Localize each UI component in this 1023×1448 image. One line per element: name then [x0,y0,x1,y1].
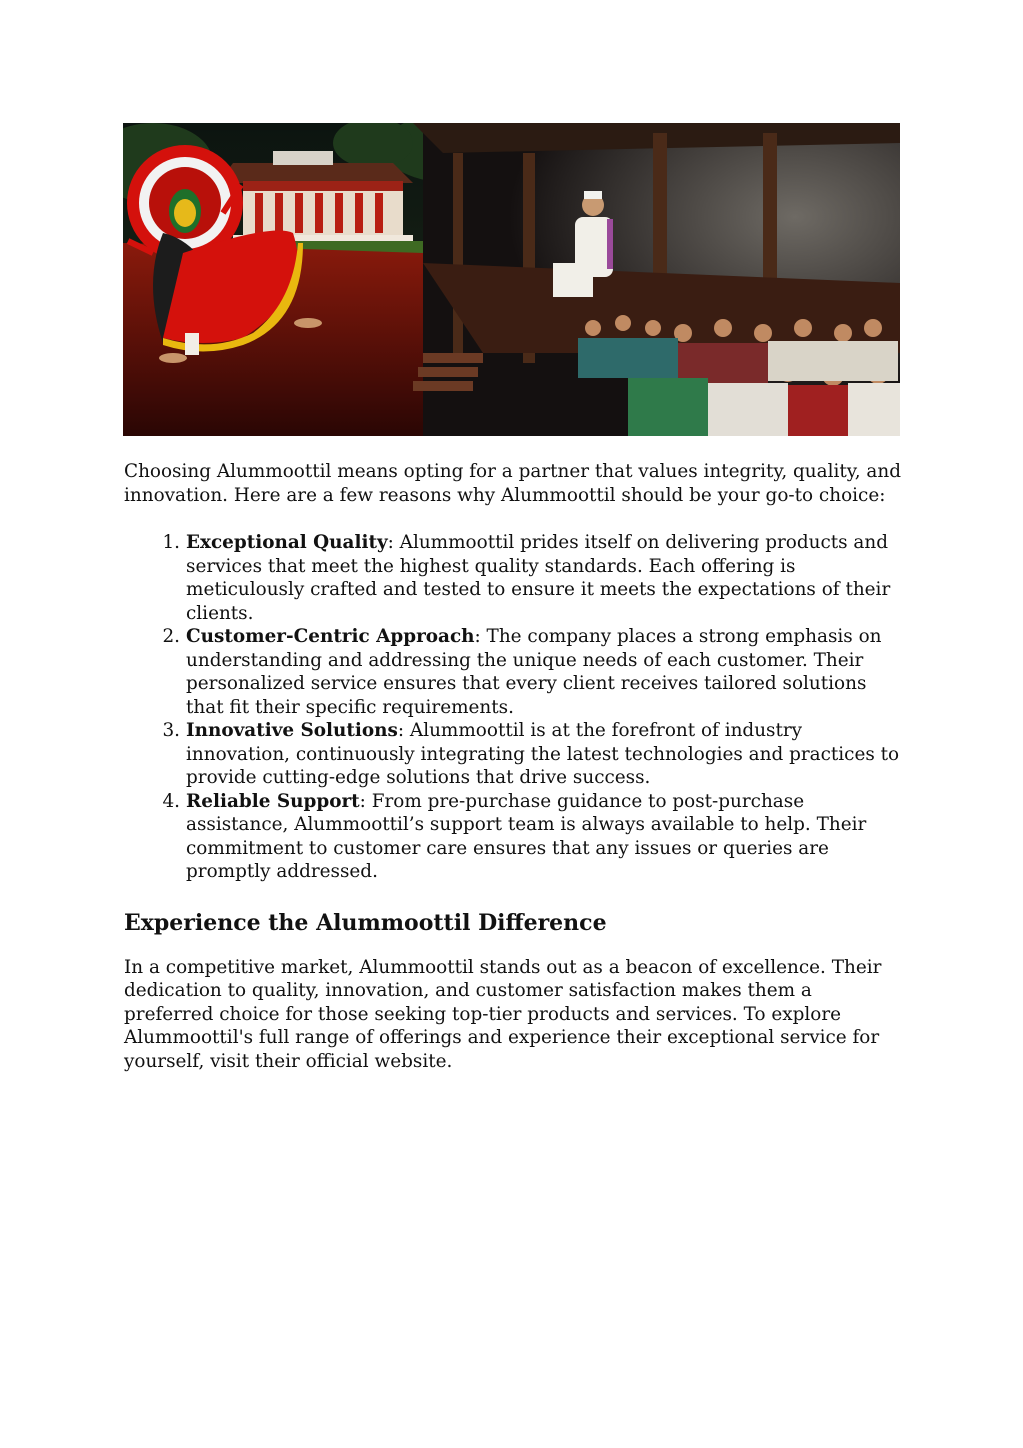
list-number: 3. [162,720,180,741]
reason-text: : Alummoottil is at the forefront of industry innovation, continuously integrating the latest technologies and practices to provide cutting-edge solutions that drive success. [186,720,900,788]
article-body [124,460,904,1073]
reason-text: : Alummoottil prides itself on delivering products and services that meet the highest quality standards. Each offering is meticulously crafted and tested to ensure it meets the expectations of their clients. [186,532,891,624]
reason-title: Customer-Centric Approach [186,626,475,647]
reason-title: Innovative Solutions [186,720,398,741]
list-number: 1. [162,532,180,553]
intro-paragraph: Choosing Alummoottil means opting for a partner that values integrity, quality, and innovation. Here are a few reasons why Alummoottil should be your go-to choice: [124,461,901,506]
list-item [162,719,904,790]
section-heading: Experience the Alummoottil Difference [124,909,607,936]
list-item [162,531,904,625]
reasons-list [124,531,904,884]
list-number: 2. [162,626,180,647]
reason-title: Exceptional Quality [186,532,388,553]
list-number: 4. [162,790,180,812]
temple-building [218,151,413,243]
closing-paragraph: In a competitive market, Alummoottil stands out as a beacon of excellence. Their dedication to quality, innovation, and customer satisfaction makes them a preferred choice for those seeking top-tier products and services. To explore Alummoottil's full range of offerings and experience their exceptional service for yourself, visit their official website. [124,956,882,1072]
list-item [162,625,904,719]
reason-text: : The company places a strong emphasis on understanding and addressing the unique needs of each customer. Their personalized service ensures that every client receives tailored solutions that fit their specific requirements. [186,626,882,718]
hero-image [123,123,900,436]
reason-text: : From pre-purchase guidance to post-purchase assistance, Alummoottil’s support team is always available to help. Their commitment to customer care ensures that any issues or queries are promptly addressed. [186,790,867,882]
reason-title: Reliable Support [186,790,360,812]
list-item [162,790,904,884]
